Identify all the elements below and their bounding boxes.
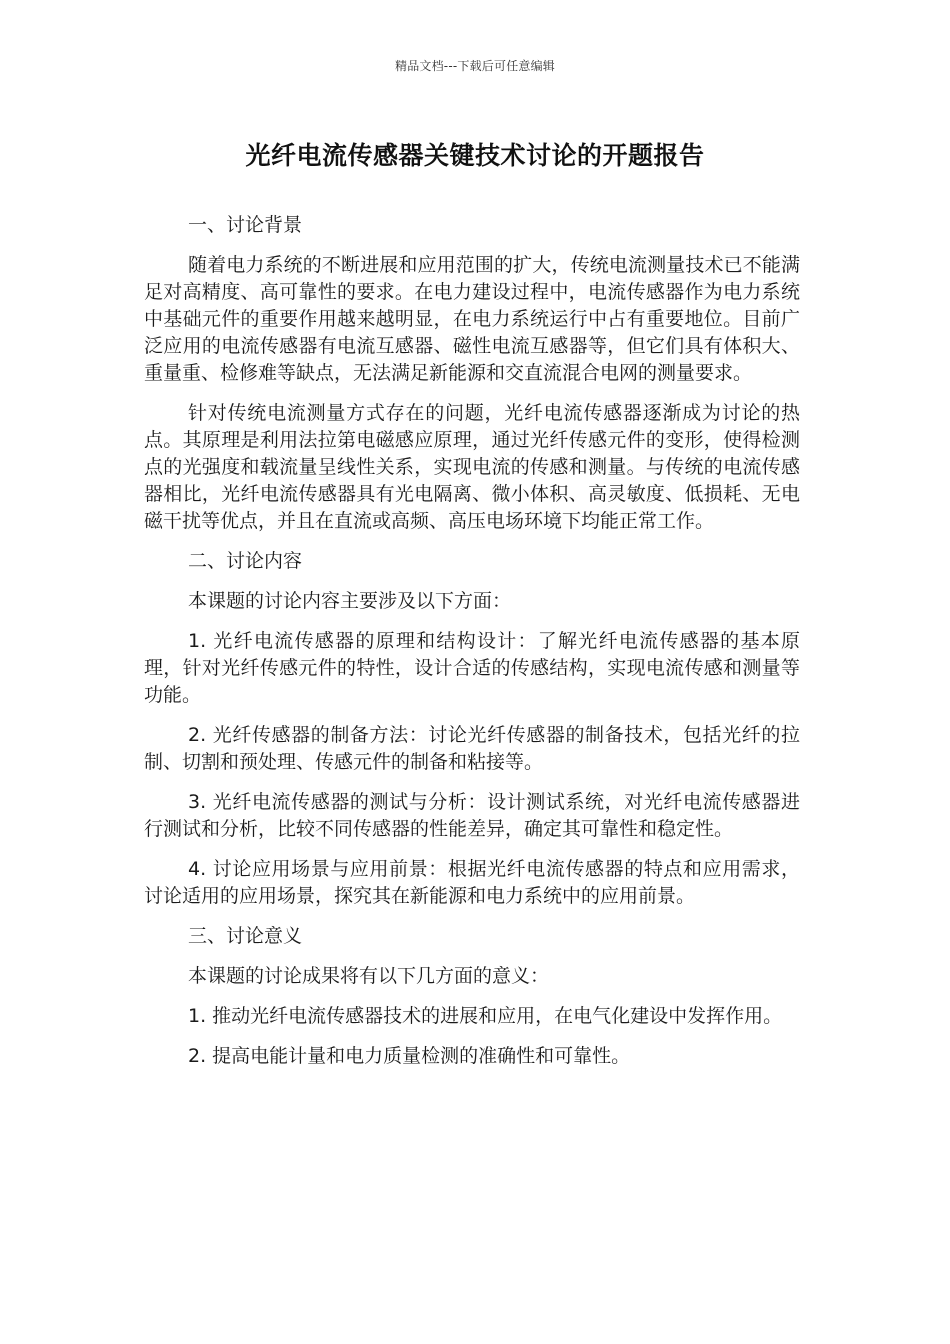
section-heading-significance: 三、讨论意义 bbox=[188, 925, 303, 947]
list-item-content-3: 3. 光纤电流传感器的测试与分析：设计测试系统，对光纤电流传感器进行测试和分析，比较不同传感器的性能差异，确定其可靠性和稳定性。 bbox=[144, 791, 800, 840]
header-note: 精品文档---下载后可任意编辑 bbox=[395, 59, 555, 73]
list-item-content-4: 4. 讨论应用场景与应用前景：根据光纤电流传感器的特点和应用需求，讨论适用的应用场景，探究其在新能源和电力系统中的应用前景。 bbox=[144, 858, 800, 907]
list-item-content-2: 2. 光纤传感器的制备方法：讨论光纤传感器的制备技术，包括光纤的拉制、切割和预处理、传感元件的制备和粘接等。 bbox=[144, 724, 800, 773]
paragraph-significance-intro: 本课题的讨论成果将有以下几方面的意义： bbox=[188, 965, 550, 987]
document-body bbox=[144, 212, 800, 1083]
paragraph-content-intro: 本课题的讨论内容主要涉及以下方面： bbox=[188, 590, 512, 612]
paragraph-background-2: 针对传统电流测量方式存在的问题，光纤电流传感器逐渐成为讨论的热点。其原理是利用法拉第电磁感应原理，通过光纤传感元件的变形，使得检测点的光强度和载流量呈线性关系，实现电流的传感和测量。与传统的电流传感器相比，光纤电流传感器具有光电隔离、微小体积、高灵敏度、低损耗、无电磁干扰等优点，并且在直流或高频、高压电场环境下均能正常工作。 bbox=[144, 402, 800, 532]
section-heading-content: 二、讨论内容 bbox=[188, 550, 303, 572]
paragraph-background-1: 随着电力系统的不断进展和应用范围的扩大，传统电流测量技术已不能满足对高精度、高可靠性的要求。在电力建设过程中，电流传感器作为电力系统中基础元件的重要作用越来越明显，在电力系统运行中占有重要地位。目前广泛应用的电流传感器有电流互感器、磁性电流互感器等，但它们具有体积大、重量重、检修难等缺点，无法满足新能源和交直流混合电网的测量要求。 bbox=[144, 254, 800, 384]
section-heading-background: 一、讨论背景 bbox=[188, 214, 303, 236]
list-item-significance-1: 1. 推动光纤电流传感器技术的进展和应用，在电气化建设中发挥作用。 bbox=[188, 1005, 783, 1027]
list-item-significance-2: 2. 提高电能计量和电力质量检测的准确性和可靠性。 bbox=[188, 1045, 631, 1067]
document-title: 光纤电流传感器关键技术讨论的开题报告 bbox=[245, 141, 705, 170]
list-item-content-1: 1. 光纤电流传感器的原理和结构设计：了解光纤电流传感器的基本原理，针对光纤传感元件的特性，设计合适的传感结构，实现电流传感和测量等功能。 bbox=[144, 630, 800, 706]
